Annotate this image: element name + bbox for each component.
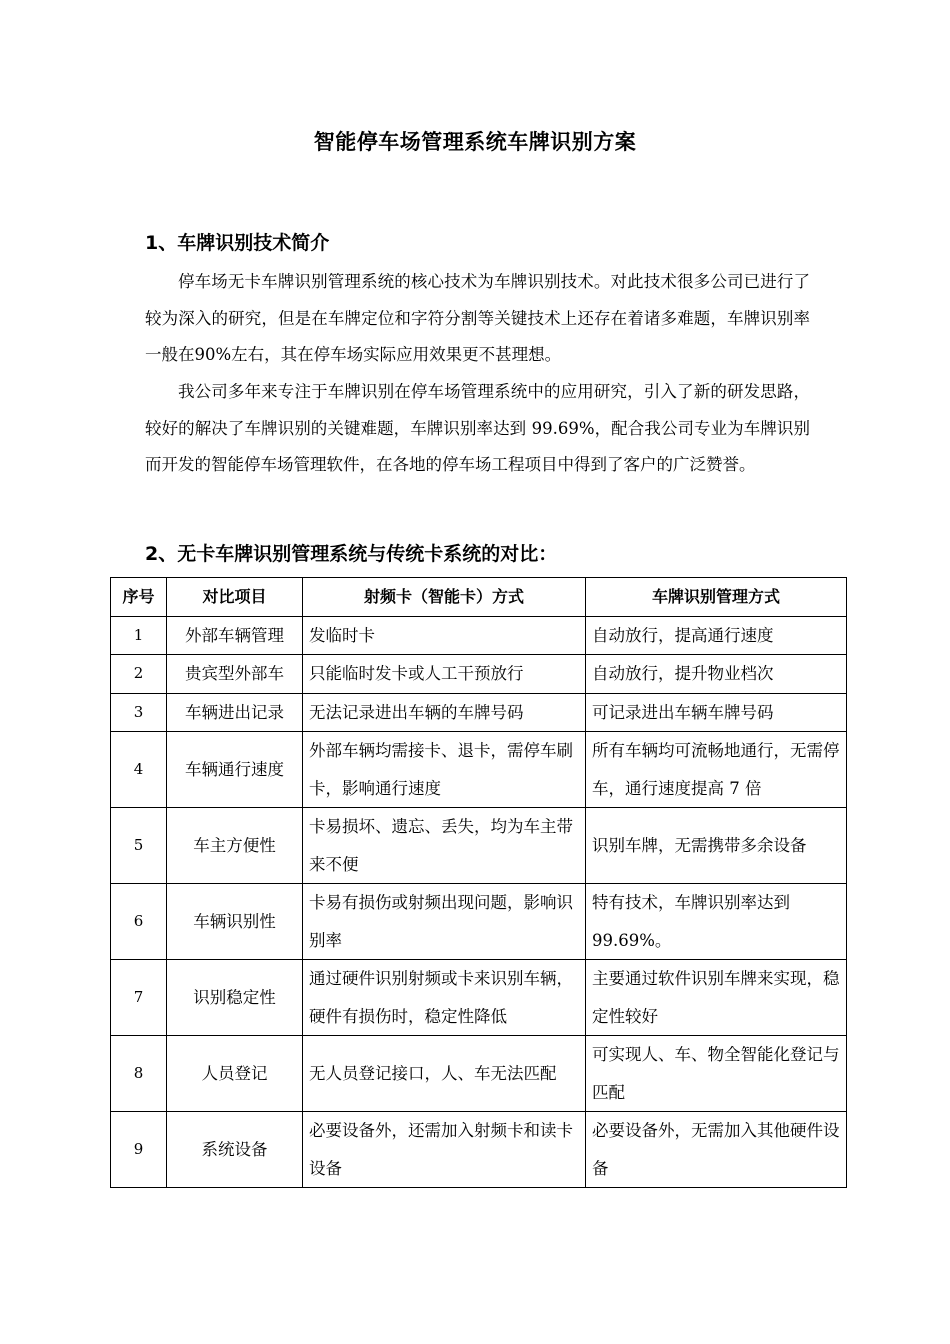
table-row [111, 1112, 847, 1188]
cell-rfid: 无人员登记接口，人、车无法匹配 [303, 1036, 586, 1112]
table-row [111, 884, 847, 960]
cell-rfid: 发临时卡 [303, 616, 586, 655]
table-row [111, 616, 847, 655]
comparison-table [110, 577, 847, 1188]
cell-item: 车主方便性 [167, 808, 303, 884]
cell-item: 车辆通行速度 [167, 732, 303, 808]
cell-item: 车辆识别性 [167, 884, 303, 960]
table-row [111, 693, 847, 732]
table-row [111, 655, 847, 694]
cell-rfid: 通过硬件识别射频或卡来识别车辆，硬件有损伤时，稳定性降低 [303, 960, 586, 1036]
cell-index: 6 [111, 884, 167, 960]
cell-plate: 必要设备外，无需加入其他硬件设备 [586, 1112, 847, 1188]
header-item: 对比项目 [167, 578, 303, 617]
cell-plate: 自动放行，提高通行速度 [586, 616, 847, 655]
table-row [111, 732, 847, 808]
section-2-heading: 2、无卡车牌识别管理系统与传统卡系统的对比： [145, 543, 558, 565]
cell-index: 9 [111, 1112, 167, 1188]
cell-item: 人员登记 [167, 1036, 303, 1112]
cell-item: 车辆进出记录 [167, 693, 303, 732]
cell-plate: 可记录进出车辆车牌号码 [586, 693, 847, 732]
cell-plate: 自动放行，提升物业档次 [586, 655, 847, 694]
cell-index: 5 [111, 808, 167, 884]
cell-index: 8 [111, 1036, 167, 1112]
section-1-paragraph-1: 停车场无卡车牌识别管理系统的核心技术为车牌识别技术。对此技术很多公司已进行了较为深入的研究，但是在车牌定位和字符分割等关键技术上还存在着诸多难题，车牌识别率一般在90%左右，其在停车场实际应用效果更不甚理想。 [145, 272, 810, 364]
cell-rfid: 无法记录进出车辆的车牌号码 [303, 693, 586, 732]
cell-plate: 特有技术，车牌识别率达到 99.69%。 [586, 884, 847, 960]
section-1-paragraph-2: 我公司多年来专注于车牌识别在停车场管理系统中的应用研究，引入了新的研发思路，较好的解决了车牌识别的关键难题，车牌识别率达到 99.69%，配合我公司专业为车牌识别而开发的智能停车场管理软件，在各地的停车场工程项目中得到了客户的广泛赞誉。 [145, 382, 810, 474]
cell-rfid: 必要设备外，还需加入射频卡和读卡设备 [303, 1112, 586, 1188]
table-row [111, 808, 847, 884]
cell-plate: 主要通过软件识别车牌来实现，稳定性较好 [586, 960, 847, 1036]
header-plate-method: 车牌识别管理方式 [586, 578, 847, 617]
cell-item: 系统设备 [167, 1112, 303, 1188]
cell-rfid: 卡易有损伤或射频出现问题，影响识别率 [303, 884, 586, 960]
cell-item: 识别稳定性 [167, 960, 303, 1036]
cell-index: 1 [111, 616, 167, 655]
cell-index: 2 [111, 655, 167, 694]
section-1-heading: 1、车牌识别技术简介 [145, 232, 330, 254]
cell-item: 外部车辆管理 [167, 616, 303, 655]
cell-plate: 识别车牌，无需携带多余设备 [586, 808, 847, 884]
cell-plate: 可实现人、车、物全智能化登记与匹配 [586, 1036, 847, 1112]
cell-rfid: 外部车辆均需接卡、退卡，需停车刷卡，影响通行速度 [303, 732, 586, 808]
page-title: 智能停车场管理系统车牌识别方案 [313, 130, 637, 154]
header-rfid-method: 射频卡（智能卡）方式 [303, 578, 586, 617]
table-row [111, 960, 847, 1036]
cell-index: 3 [111, 693, 167, 732]
cell-rfid: 只能临时发卡或人工干预放行 [303, 655, 586, 694]
cell-index: 7 [111, 960, 167, 1036]
cell-rfid: 卡易损坏、遗忘、丢失，均为车主带来不便 [303, 808, 586, 884]
table-header-row [111, 578, 847, 617]
cell-item: 贵宾型外部车 [167, 655, 303, 694]
header-index: 序号 [111, 578, 167, 617]
table-row [111, 1036, 847, 1112]
cell-index: 4 [111, 732, 167, 808]
cell-plate: 所有车辆均可流畅地通行，无需停车，通行速度提高 7 倍 [586, 732, 847, 808]
